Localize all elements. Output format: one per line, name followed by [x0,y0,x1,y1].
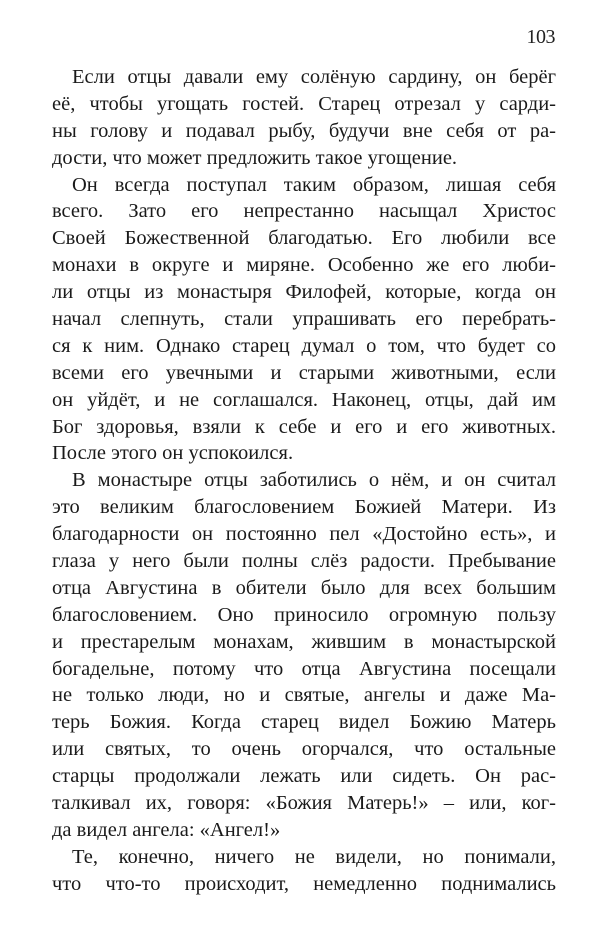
text-line: После этого он успокоился. [52,442,294,465]
text-line: ли отцы из монастыря Филофей, которые, когда он [52,281,556,304]
text-line: он уйдёт, и не соглашался. Наконец, отцы, дай им [52,388,556,411]
text-line: всеми его увечными и старыми животными, если [52,361,556,384]
paragraph [52,172,556,468]
text-line: Те, конечно, ничего не видели, но понимали, [72,845,556,868]
page-body-text [52,64,556,898]
text-line: дости, что может предложить такое угощение. [52,146,458,169]
text-line: и престарелым монахам, жившим в монастырской [52,630,556,653]
text-line: это великим благословением Божией Матери. Из [52,496,556,519]
text-line: В монастыре отцы заботились о нём, и он считал [72,469,556,492]
page-number: 103 [526,26,555,48]
text-line: богадельне, потому что отца Августина посещали [52,657,556,680]
text-line: или святых, то очень огорчался, что остальные [52,738,556,761]
text-line: терь Божия. Когда старец видел Божию Матерь [52,711,556,734]
text-line: талкивал их, говоря: «Божия Матерь!» – или, ког- [52,792,556,815]
text-line: её, чтобы угощать гостей. Старец отрезал у сарди- [52,92,556,115]
text-line: Если отцы давали ему солёную сардину, он берёг [72,66,556,88]
text-line: старцы продолжали лежать или сидеть. Он рас- [52,765,556,788]
text-line: да видел ангела: «Ангел!» [52,818,281,841]
text-line: Бог здоровья, взяли к себе и его и его животных. [52,415,556,438]
text-line: отца Августина в обители было для всех большим [52,576,556,599]
text-line: всего. Зато его непрестанно насыщал Христос [52,200,556,223]
text-line: благодарности он постоянно пел «Достойно есть», и [52,523,556,546]
paragraph [52,467,556,843]
paragraph [52,844,556,898]
text-line: Он всегда поступал таким образом, лишая себя [72,173,556,196]
text-line: благословением. Оно приносило огромную пользу [52,603,556,626]
text-line: ны голову и подавал рыбу, будучи вне себя от ра- [52,119,556,142]
text-line: начал слепнуть, стали упрашивать его перебрать- [52,308,556,331]
text-line: не только люди, но и святые, ангелы и даже Ма- [52,684,556,707]
text-line: монахи в округе и миряне. Особенно же его люби- [52,254,556,277]
text-line: что что-то происходит, немедленно поднимались [52,872,556,895]
paragraph [52,64,556,172]
text-line: ся к ним. Однако старец думал о том, что будет со [52,334,556,357]
text-line: глаза у него были полны слёз радости. Пребывание [52,550,556,573]
text-line: Своей Божественной благодатью. Его любили все [52,227,556,250]
